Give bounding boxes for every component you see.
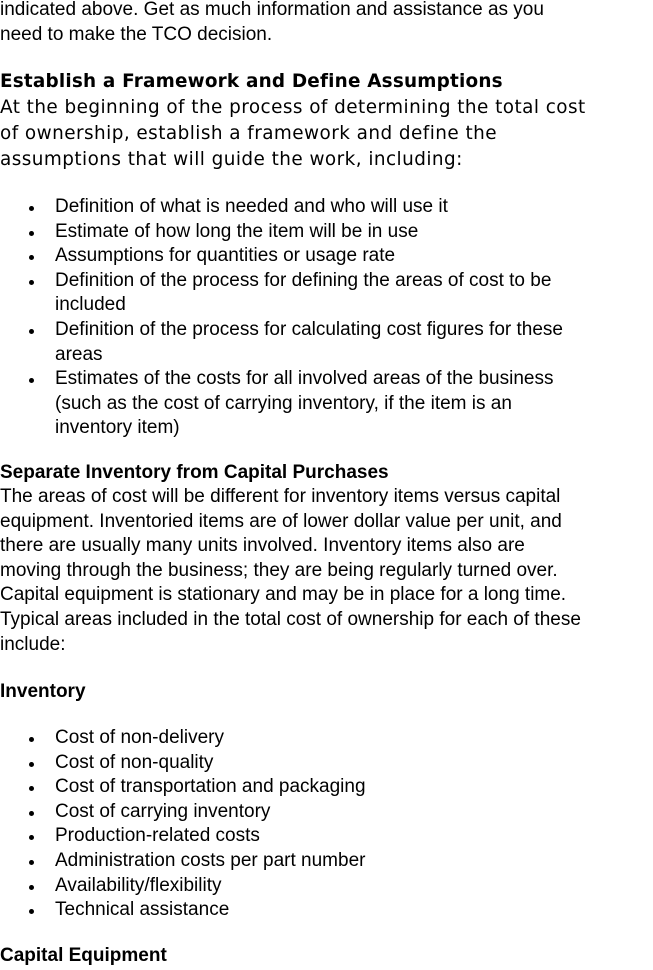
bullet-icon xyxy=(29,885,34,890)
bullet-icon xyxy=(29,811,34,816)
list-item: Availability/flexibility xyxy=(0,874,366,899)
list-item: Cost of carrying inventory xyxy=(0,800,366,825)
bullet-icon xyxy=(29,786,34,791)
framework-paragraph xyxy=(0,95,586,173)
separate-line: equipment. Inventoried items are of lower dollar value per unit, and xyxy=(0,510,562,532)
list-item: Assumptions for quantities or usage rate xyxy=(0,244,563,269)
separate-line: moving through the business; they are being regularly turned over. xyxy=(0,559,558,581)
list-item: Definition of the process for calculating cost figures for these areas xyxy=(0,318,563,367)
list-item: Definition of what is needed and who will use it xyxy=(0,195,563,220)
separate-line: Capital equipment is stationary and may be in place for a long time. xyxy=(0,584,567,606)
bullet-icon xyxy=(29,909,34,914)
list-item: Estimates of the costs for all involved areas of the business (such as the cost of carrying inventory, if the item is an inventory item) xyxy=(0,367,563,441)
bullet-icon xyxy=(29,231,34,236)
bullet-icon xyxy=(29,835,34,840)
bullet-icon xyxy=(29,329,34,334)
bullet-icon xyxy=(29,255,34,260)
list-item: Cost of transportation and packaging xyxy=(0,775,366,800)
separate-line: The areas of cost will be different for inventory items versus capital xyxy=(0,486,561,507)
list-item: Production-related costs xyxy=(0,824,366,849)
capital-heading: Capital Equipment xyxy=(0,945,167,966)
inventory-list xyxy=(0,726,366,923)
separate-paragraph xyxy=(0,485,581,657)
bullet-icon xyxy=(29,206,34,211)
intro-paragraph xyxy=(0,0,544,47)
list-item: Administration costs per part number xyxy=(0,849,366,874)
framework-list xyxy=(0,195,563,441)
list-item: Technical assistance xyxy=(0,898,366,923)
bullet-icon xyxy=(29,762,34,767)
list-item: Cost of non-quality xyxy=(0,751,366,776)
framework-line: At the beginning of the process of determining the total cost xyxy=(0,97,586,118)
intro-line: need to make the TCO decision. xyxy=(0,23,273,45)
bullet-icon xyxy=(29,378,34,383)
bullet-icon xyxy=(29,860,34,865)
bullet-icon xyxy=(29,280,34,285)
list-item: Cost of non-delivery xyxy=(0,726,366,751)
framework-heading: Establish a Framework and Define Assumptions xyxy=(0,71,503,92)
separate-line: Typical areas included in the total cost of ownership for each of these xyxy=(0,608,581,630)
framework-line: of ownership, establish a framework and define the xyxy=(0,123,497,144)
separate-line: there are usually many units involved. Inventory items also are xyxy=(0,535,525,557)
list-item: Estimate of how long the item will be in use xyxy=(0,220,563,245)
separate-heading: Separate Inventory from Capital Purchases xyxy=(0,462,389,483)
separate-line: include: xyxy=(0,633,66,655)
intro-line: indicated above. Get as much information and assistance as you xyxy=(0,0,544,20)
inventory-heading: Inventory xyxy=(0,681,86,702)
list-item: Definition of the process for defining the areas of cost to be included xyxy=(0,269,563,318)
framework-line: assumptions that will guide the work, including: xyxy=(0,149,463,170)
bullet-icon xyxy=(29,737,34,742)
